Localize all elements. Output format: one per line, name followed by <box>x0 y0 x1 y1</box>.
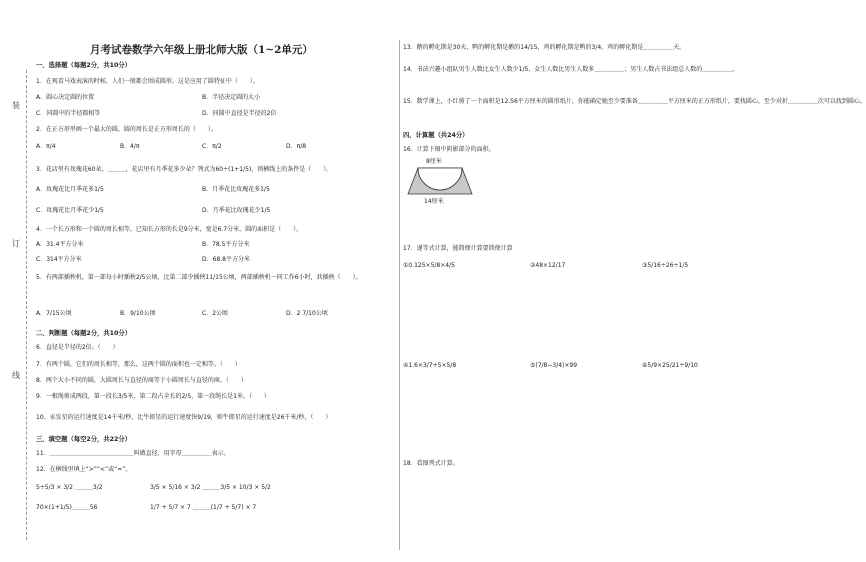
question-18: 18．看图列式计算。 <box>403 460 459 467</box>
question-3: 3．花店里有玫瑰花60朵，＿＿＿，花店里有月季花多少朵？列式为60÷(1+1/5)，则横线上的条件是（ ）。 <box>36 166 333 173</box>
question-14: 14．书法兴趣小组队男生人数比女生人数少1/5，女生人数比男生人数多＿＿＿＿＿；男生人数占书法组总人数的＿＿＿＿＿。 <box>403 66 739 73</box>
question-6: 6．直径是半径的2倍。（ ） <box>36 344 119 351</box>
question-9: 9．一根绳剪成两段，第一段长3/5米，第二段占全长的2/5，第一段绳长是1米。（ ） <box>36 393 270 400</box>
q5-option-d: D．2 7/10公顷 <box>286 310 328 317</box>
q17-item-6: ⑥5/9×25/21÷9/10 <box>642 362 698 369</box>
section-choice: 一、选择题（每题2分，共10分） <box>36 62 132 69</box>
binding-char-3: 线 <box>12 371 20 380</box>
q1-option-c: C．同圆中的半径都相等 <box>36 110 101 117</box>
question-7: 7．有两个圆，它们的周长相等，那么，这两个圆的面积也一定相等。（ ） <box>36 361 241 368</box>
q1-option-b: B．半径决定圆的大小 <box>202 94 261 101</box>
q17-item-3: ③5/16÷26÷1/5 <box>642 262 689 269</box>
question-5: 5．有两部插秧机，第一部每小时插秧2/5公顷，比第二部少插秧11/15公顷，两部插秧机一同工作6小时，共插秧（ ）。 <box>36 274 362 281</box>
binding-line <box>26 70 27 540</box>
q3-option-c: C．玫瑰花比月季花少1/5 <box>36 207 104 214</box>
q5-option-c: C．2公顷 <box>202 310 229 317</box>
section-calc: 四、计算题（共24分） <box>403 132 469 139</box>
section-judge: 二、判断题（每题2分，共10分） <box>36 330 132 337</box>
q17-item-2: ②48×12/17 <box>530 262 566 269</box>
section-fill: 三、填空题（每空2分，共22分） <box>36 436 132 443</box>
question-12: 12．在横线里填上“>”“<”或“=”。 <box>36 466 132 473</box>
question-16: 16．计算下图中阴影部分的面积。 <box>403 146 495 153</box>
q2-option-c: C．π/2 <box>202 143 222 150</box>
q3-option-d: D．月季花比玫瑰花少1/5 <box>202 207 271 214</box>
figure-label-top: 8厘米 <box>426 158 442 165</box>
q5-option-a: A．7/15公顷 <box>36 310 72 317</box>
q3-option-a: A．玫瑰花比月季花多1/5 <box>36 186 104 193</box>
q12-item-1: 5÷5/3 × 3/2 ＿＿＿3/2 <box>36 484 103 491</box>
q1-option-a: A．圆心决定圆的位置 <box>36 94 95 101</box>
question-1: 1．在观看马戏表演的时候，人们一般都会围成圆形，这是应用了圆特征中（ ）。 <box>36 78 259 85</box>
q3-option-b: B．月季花比玫瑰花多1/5 <box>202 186 270 193</box>
q4-option-c: C．314平方分米 <box>36 256 82 263</box>
q12-item-3: 70×(1+1/5)＿＿＿56 <box>36 504 98 511</box>
question-10: 10．汞发星的运行速度是14千米/秒，比牛郎星的运行速度快9/19，则牛郎星的运行速度是26千米/秒。（ ） <box>36 414 332 421</box>
q2-option-a: A．π/4 <box>36 143 56 150</box>
q4-option-d: D．68.8平方分米 <box>202 256 250 263</box>
q4-option-a: A．31.4平方分米 <box>36 241 84 248</box>
q2-option-b: B．4/π <box>120 143 140 150</box>
question-15: 15．数学课上，小红剪了一个面积是12.56平方厘米的圆形纸片，你能确定她至少要准备＿＿＿＿＿平方厘米的正方形纸片，要找圆心，至少对折＿＿＿＿＿次可以找到圆心。 <box>403 98 866 105</box>
q2-option-d: D．π/8 <box>286 143 307 150</box>
question-2: 2．在正方形里画一个最大的圆，圆的周长是正方形周长的（ ）。 <box>36 126 217 133</box>
q12-item-4: 1/7 + 5/7 × 7 ＿＿＿(1/7 + 5/7) × 7 <box>150 504 257 511</box>
q17-item-4: ④1.6×3/7+5×5/8 <box>403 362 457 369</box>
column-divider <box>399 40 400 550</box>
q1-option-d: D．同圆中直径是半径的2倍 <box>202 110 277 117</box>
q17-item-1: ①0.125×5/8×4/5 <box>403 262 455 269</box>
question-13: 13．鹅的孵化期是30天，鸭的孵化期是鹅的14/15，鸡的孵化期是鸭的3/4。鸡的孵化期是＿＿＿＿＿天。 <box>403 44 686 51</box>
q5-option-b: B．9/10公顷 <box>120 310 156 317</box>
figure-label-bottom: 14厘米 <box>424 198 444 205</box>
page-title: 月考试卷数学六年级上册北师大版（1~2单元） <box>90 44 313 56</box>
q17-item-5: ⑤(7/8−3/4)×99 <box>530 362 578 369</box>
question-17: 17．递等式计算，能简便计算要简便计算 <box>403 245 513 252</box>
question-11: 11．＿＿＿＿＿＿＿＿＿＿＿＿＿＿叫做直径，用字母＿＿＿＿＿表示。 <box>36 450 230 457</box>
binding-char-1: 装 <box>12 101 20 110</box>
q4-option-b: B．78.5平方分米 <box>202 241 250 248</box>
question-4: 4．一个长方形和一个圆的周长相等，已知长方形的长是9分米，宽是6.7分米，圆的面积是（ ）。 <box>36 226 303 233</box>
q12-item-2: 3/5 × 5/16 × 3/2 ＿＿＿3/5 × 10/3 × 5/2 <box>150 484 271 491</box>
binding-char-2: 订 <box>12 239 20 248</box>
question-8: 8．两个大小不同的圆，大圆周长与直径的商等于小圆周长与直径的商。（ ） <box>36 377 247 384</box>
